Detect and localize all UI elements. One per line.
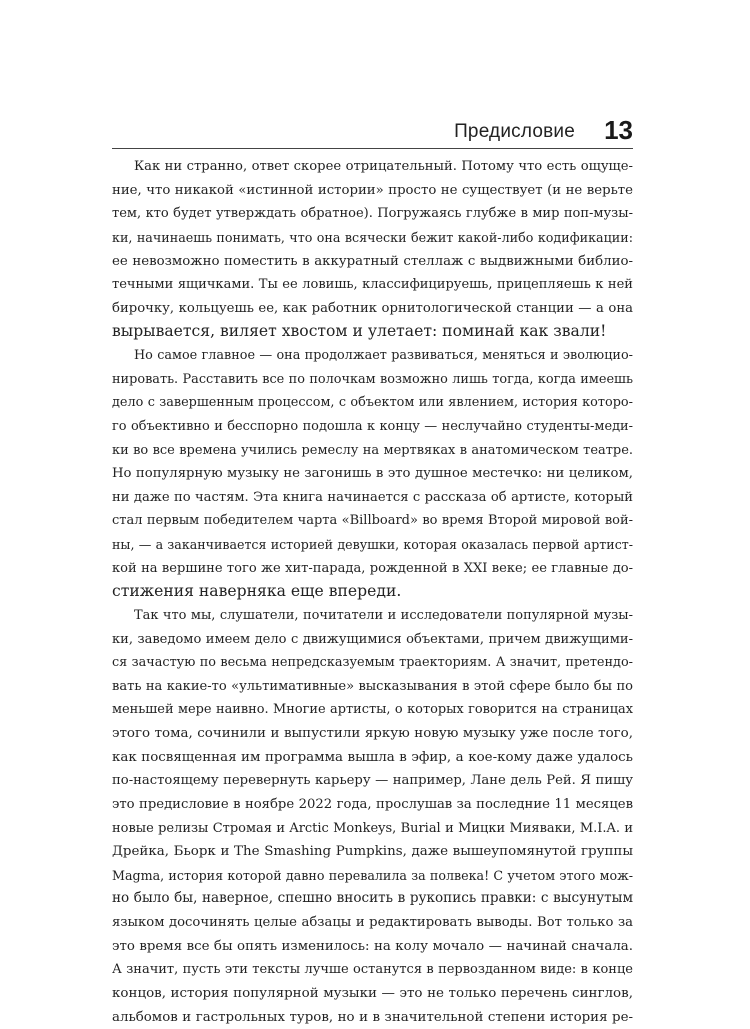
text-line: Так что мы, слушатели, почитатели и исследователи популярной музы-: [112, 604, 633, 628]
text-line: ни даже по частям. Эта книга начинается с рассказа об артисте, который: [112, 486, 633, 510]
text-line: течными ящичками. Ты ее ловишь, классифицируешь, прицепляешь к ней: [112, 273, 633, 297]
text-line: это время все бы опять изменилось: на колу мочало — начинай сначала.: [112, 935, 633, 959]
text-line: Magma, история которой давно перевалила за полвека! С учетом этого мож-: [112, 864, 633, 888]
text-line: ся зачастую по весьма непредсказуемым траекториям. А значит, претендо-: [112, 651, 633, 675]
text-line: альбомов и гастрольных туров, но и в значительной степени история ре-: [112, 1006, 633, 1029]
text-line: Дрейка, Бьорк и The Smashing Pumpkins, даже вышеупомянутой группы: [112, 840, 633, 864]
text-line: вырывается, виляет хвостом и улетает: поминай как звали!: [112, 320, 633, 344]
running-title: Предисловие: [454, 121, 575, 143]
text-line: стал первым победителем чарта «Billboard» во время Второй мировой вой-: [112, 509, 633, 533]
text-line: тем, кто будет утверждать обратное). Погружаясь глубже в мир поп-музы-: [112, 202, 633, 226]
text-line: А значит, пусть эти тексты лучше останутся в первозданном виде: в конце: [112, 958, 633, 982]
text-line: нировать. Расставить все по полочкам возможно лишь тогда, когда имеешь: [112, 368, 633, 392]
text-line: Но популярную музыку не загонишь в это душное местечко: ни целиком,: [112, 462, 633, 486]
text-line: ние, что никакой «истинной истории» просто не существует (и не верьте: [112, 179, 633, 203]
text-line: этого тома, сочинили и выпустили яркую новую музыку уже после того,: [112, 722, 633, 746]
running-header: [112, 117, 633, 149]
text-line: языком досочинять целые абзацы и редактировать выводы. Вот только за: [112, 911, 633, 935]
text-line: ее невозможно поместить в аккуратный стеллаж с выдвижными библио-: [112, 250, 633, 274]
text-line: по-настоящему перевернуть карьеру — например, Лане дель Рей. Я пишу: [112, 769, 633, 793]
text-line: бирочку, кольцуешь ее, как работник орнитологической станции — а она: [112, 297, 633, 321]
text-line: Но самое главное — она продолжает развиваться, меняться и эволюцио-: [112, 344, 633, 368]
text-line: новые релизы Стромая и Arctic Monkeys, Burial и Мицки Миявaки, M.I.A. и: [112, 817, 633, 841]
header-rule: [112, 148, 633, 149]
page-number: 13: [604, 115, 633, 146]
text-line: ки, заведомо имеем дело с движущимися объектами, причем движущими-: [112, 628, 633, 652]
text-line: кой на вершине того же хит-парада, рожденной в XXI веке; ее главные до-: [112, 557, 633, 581]
text-line: го объективно и бесспорно подошла к концу — неслучайно студенты-меди-: [112, 415, 633, 439]
text-line: концов, история популярной музыки — это не только перечень синглов,: [112, 982, 633, 1006]
text-line: как посвященная им программа вышла в эфир, а кое-кому даже удалось: [112, 746, 633, 770]
text-line: Как ни странно, ответ скорее отрицательный. Потому что есть ощуще-: [112, 155, 633, 179]
text-line: ки во все времена учились ремеслу на мертвяках в анатомическом театре.: [112, 439, 633, 463]
text-line: это предисловие в ноябре 2022 года, прослушав за последние 11 месяцев: [112, 793, 633, 817]
text-line: ны, — а заканчивается историей девушки, которая оказалась первой артист-: [112, 533, 633, 557]
text-line: дело с завершенным процессом, с объектом или явлением, история которо-: [112, 391, 633, 415]
text-line: но было бы, наверное, спешно вносить в рукопись правки: с высунутым: [112, 887, 633, 911]
text-line: стижения наверняка еще впереди.: [112, 580, 633, 604]
text-line: ки, начинаешь понимать, что она всячески бежит какой-либо кодификации:: [112, 226, 633, 250]
text-line: вать на какие-то «ультимативные» высказывания в этой сфере было бы по: [112, 675, 633, 699]
body-text: [112, 155, 633, 1029]
text-line: меньшей мере наивно. Многие артисты, о которых говорится на страницах: [112, 698, 633, 722]
